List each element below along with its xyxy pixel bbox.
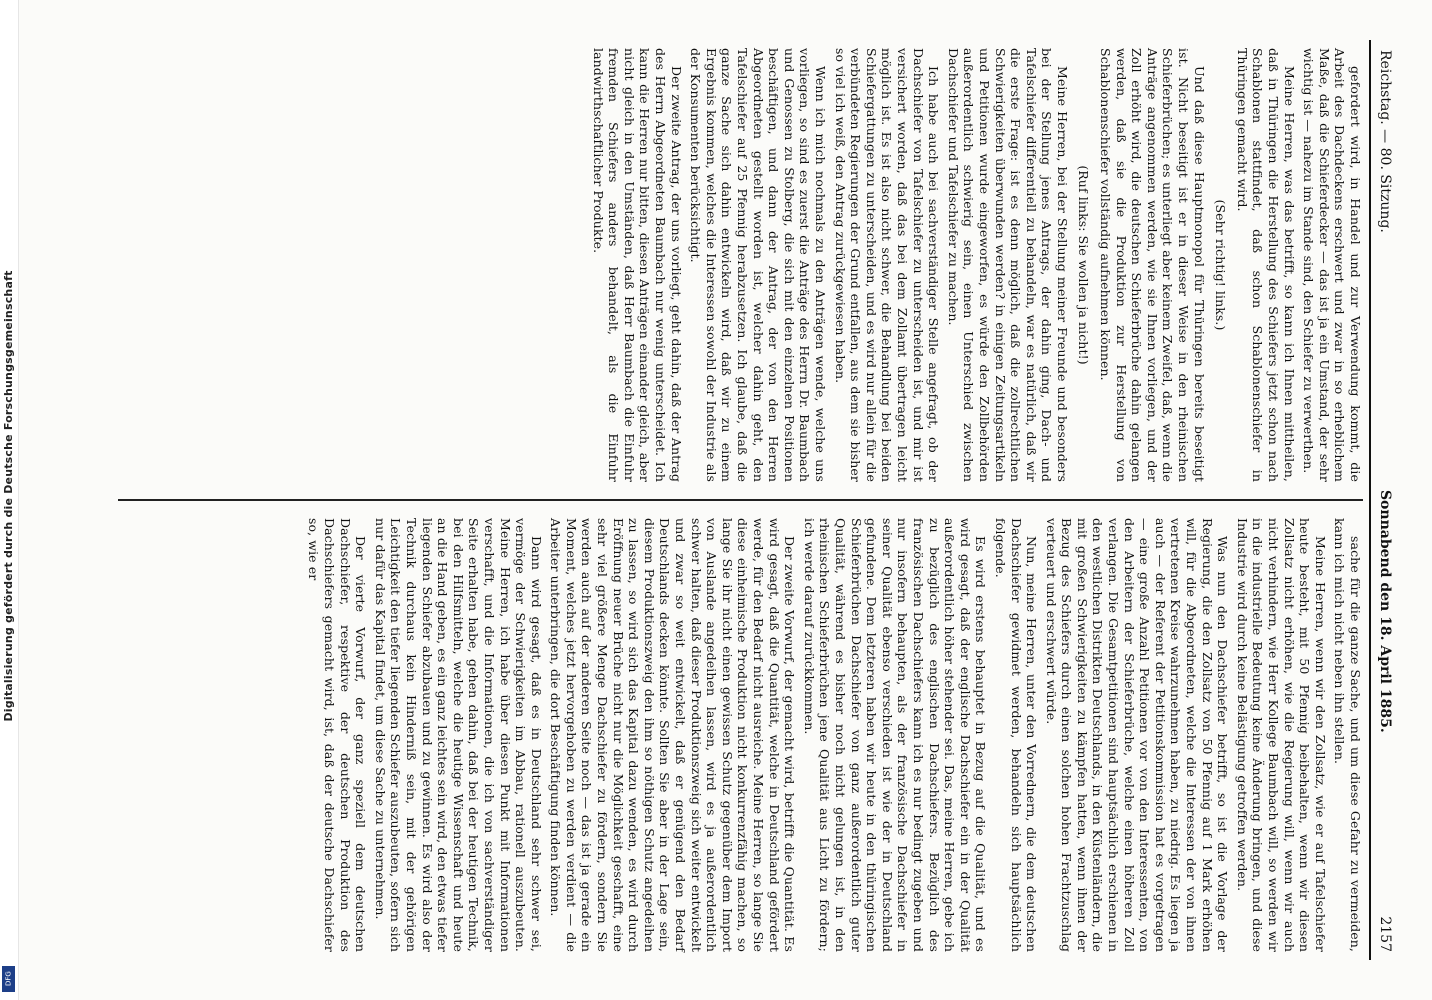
page-number: 2157 [1377,916,1393,952]
digitization-sidebar [0,0,19,1000]
paragraph: Meine Herren, bei der Stellung meiner Freunde und besonders bei der Stellung jenes Antrags, der dahin ging, Dach- und Tafelschiefer differentiell zu behandeln, war es natürlich, daß wir die erste Frage: ist es denn möglich, daß die zollrechtlichen Schwierigkeiten überwunden werden? in einigen Zeitungsartikeln und Petitionen wurde eingeworfen, es würde den Zollbehörden außerordentlich schwierig sein, einen Unterschied zwischen Dachschiefer und Tafelschiefer zu machen. [945,48,1070,482]
paragraph: Nun, meine Herren, unter den Vorrednern, die dem deutschen Dachschiefer gewidmet werden, behandeln sich hauptsächlich folgende. [992,518,1040,952]
digitization-credit: Digitalisierung gefördert durch die Deutsche Forschungsgemeinschaft [2,270,15,722]
paragraph: Meine Herren, was das betrifft, so kann ich Ihnen mittheilen, daß in Thüringen die Herstellung des Schiefers jetzt schon nach Schablonen stattfindet, daß schon Schablonenschiefer in Thüringen gemacht wird. [1234,48,1297,482]
paragraph: Und daß diese Hauptmonopol für Thüringen bereits beseitigt ist. Nicht beseitigt ist er in dieser Weise in den rheinischen Schieferbrüchen; es unterliegt aber keinem Zweifel, daß, wenn die Anträge angenommen werden, wie sie Ihnen vorliegen, und der Zoll erhöht wird, die deutschen Schieferbrüche dahin gelangen werden, daß sie die Produktion zur Herstellung von Schablonenschiefer vollständig aufnehmen können. [1098,48,1207,482]
paragraph: Dann wird gesagt, daß es in Deutschland sehr schwer sei, vermöge der Schwierigkeiten im Abbau, rationell auszubeuten. Meine Herren, ich habe über diesen Punkt mit Informationen verschafft, und die Informationen, die ich von sachverständiger Seite erhalten habe, gehen dahin, daß bei der heutigen Technik, bei den Hilfsmitteln, welche die heutige Wissenschaft und heute an die Hand geben, es ein ganz leichtes sein wird, den etwas tiefer liegenden Schiefer abzubauen und zu gewinnen. Es wird also der Technik durchaus kein Hinderniß sein, mit der gehörigen Leichtigkeit den tiefer liegenden Schiefer auszubeuten, sofern sich nur dafür das Kapital findet, um diese Sache zu unternehmen. [372,518,544,952]
column-divider [118,490,1363,510]
page-header [1369,40,1399,960]
paragraph: Wenn ich mich nochmals zu den Anträgen wende, welche uns vorliegen, so sind es zuerst die Anträge des Herrn Dr. Baumbach und Genossen zu Stolberg, die sich mit den einzelnen Positionen beschäftigen, und dann der Antrag, der von den Herren Abgeordneten gestellt worden ist, welcher dahin geht, den Tafelschiefer auf 25 Pfennig herabzusetzen. Ich glaube, daß die ganze Sache sich dahin entwickeln wird, daß wir zu einem Ergebnis kommen, welches die Interessen sowohl der Industrie als der Konsumenten berücksichtigt. [688,48,828,482]
header-date: Sonnabend den 18. April 1885. [1377,489,1393,733]
text-columns [118,40,1363,960]
paragraph: Was nun den Dachschiefer betrifft, so ist die Vorlage der Regierung, die den Zollsatz von 50 Pfennig auf 1 Mark erhöhen will, für die Abgeordneten, welche die Interessen der von ihnen vertretenen Kreise wahrzunehmen haben, zu niedrig. Es liegen ja auch — der Referent der Petitionskommission hat es vorgetragen — eine große Anzahl Petitionen vor von den Interessenten, von den Arbeitern der Schieferbrüche, welche einen höheren Zoll verlangen. Die Gesamtpetitionen sind hauptsächlich erschienen in den westlichen Distrikten Deutschlands, in den Küstenländern, die mit großen Schwierigkeiten zu kämpfen hatten, wenn ihnen der Bezug des Schiefers durch einen solchen hohen Frachtzuschlag verteuert und erschwert würde. [1043,518,1231,952]
header-session: Reichstag. — 80. Sitzung. [1377,50,1393,233]
column-right [118,510,1363,960]
paragraph: Der zweite Antrag, der uns vorliegt, geht dahin, daß der Antrag des Herrn Abgeordneten Baumbach nur wenig unterscheidet. Ich kann die Herren nur bitten, diesen Anträgen einander gleich, aber nicht gleich in den Umständen, daß Herr Baumbach die Einfuhr fremden Schiefers anders behandelt, als die Einfuhr landwirthschaftlicher Produkte. [590,48,684,482]
paragraph: sache für die ganze Sache, und um diese Gefahr zu vermeiden, kann ich mich nicht neben ihn stellen. [1332,518,1363,952]
paragraph: Meine Herren, wenn wir den Zollsatz, wie er auf Tafelschiefer heute besteht, mit 50 Pfennig beibehalten, wenn wir diesen Zollsatz nicht erhöhen, wie die Regierung will, wenn wir auch nicht verhindern, wie Herr Kollege Baumbach will, so werden wir in die industrielle Bedeutung keine Änderung bringen, und diese Industrie wird durch keine Belästigung getroffen werden. [1234,518,1328,952]
column-left [118,40,1363,490]
interjection: (Sehr richtig! links.) [1213,199,1229,331]
paragraph: Es wird erstens behauptet in Bezug auf die Qualität, und es wird gesagt, daß der englische Dachschiefer ein in der Qualität außerordentlich höher stehender sei. Das, meine Herren, gebe ich zu bezüglich des englischen Dachschiefers. Bezüglich des französischen Dachschiefers kann ich es nur bedingt zugeben und nur insofern behaupten, als der französische Dachschiefer in seiner Qualität ebenso verschieden ist wie der in Deutschland gefundene. Dem letzteren haben wir heute in den thüringischen Schieferbrüchen Dachschiefer von ganz außerordentlich guter Qualität, während es bisher noch nicht gelungen ist, in den rheinischen Schieferbrüchen jene Qualität aus Licht zu fördern; ich werde darauf zurückkommen. [801,518,989,952]
paragraph: Ich habe auch bei sachverständiger Stelle angefragt, ob der Dachschiefer von Tafelschiefer zu unterscheiden ist, und mir ist versichert worden, daß das bei dem Zollamt übertragen leicht möglich ist. Es ist also nicht schwer, die Behandlung bei beiden Schiefergattungen zu unterscheiden, und es wird nur allein für die verbündeten Regierungen der Grund entfallen, aus dem sie bisher so viel ich weiß, den Antrag zurückgewiesen haben. [832,48,942,482]
page-content [114,40,1399,960]
rotated-page [114,40,1399,960]
paragraph: gefordert wird, in Handel und zur Verwendung kommt, die Arbeit des Dachdeckens erschwert und zwar in so erheblichem Maße, daß die Schieferdecker — das ist ja ein Umstand, der sehr wichtig ist — nahezu im Stande sind, den Schiefer zu verwerthen. [1301,48,1363,482]
dfg-logo-icon: DFG [2,966,15,992]
interjection: (Ruf links: Sie wollen ja nicht!) [1076,165,1092,365]
paragraph: Der vierte Vorwurf, der ganz speziell dem deutschen Dachschiefer, respektive der deutschen Produktion des Dachschiefers gemacht wird, ist, daß der deutsche Dachschiefer so, wie er [306,518,369,952]
paragraph: Der zweite Vorwurf, der gemacht wird, betrifft die Quantität. Es wird gesagt, daß die Quantität, welche in Deutschland gefördert werde, für den Bedarf nicht ausreiche. Meine Herren, so lange Sie diese einheimische Produktion nicht konkurrenzfähig machen, so lange Sie ihr nicht einen gewissen Schutz gegenüber dem Import von Auslande angedeihen lassen, wird es ja außerordentlich schwer halten, daß dieser Produktionszweig sich weiter entwickelt und zwar so weit entwickelt, daß er genügend den Bedarf Deutschlands decken könnte. Sollten Sie aber in der Lage sein, diesem Produktionszweig den ihm so nöthigen Schutz angedeihen zu lassen, so wird sich das Kapital dazu wenden, es wird durch Eröffnung neuer Brüche nicht nur die Möglichkeit geschafft, eine sehr viel größere Menge Dachschiefer zu fördern, sondern Sie werden auch auf der anderen Seite noch — das ist ja gerade ein Moment, welches jetzt hervorgehoben zu werden verdient — die Arbeiter unterbringen, die dort Beschäftigung finden können. [548,518,798,952]
